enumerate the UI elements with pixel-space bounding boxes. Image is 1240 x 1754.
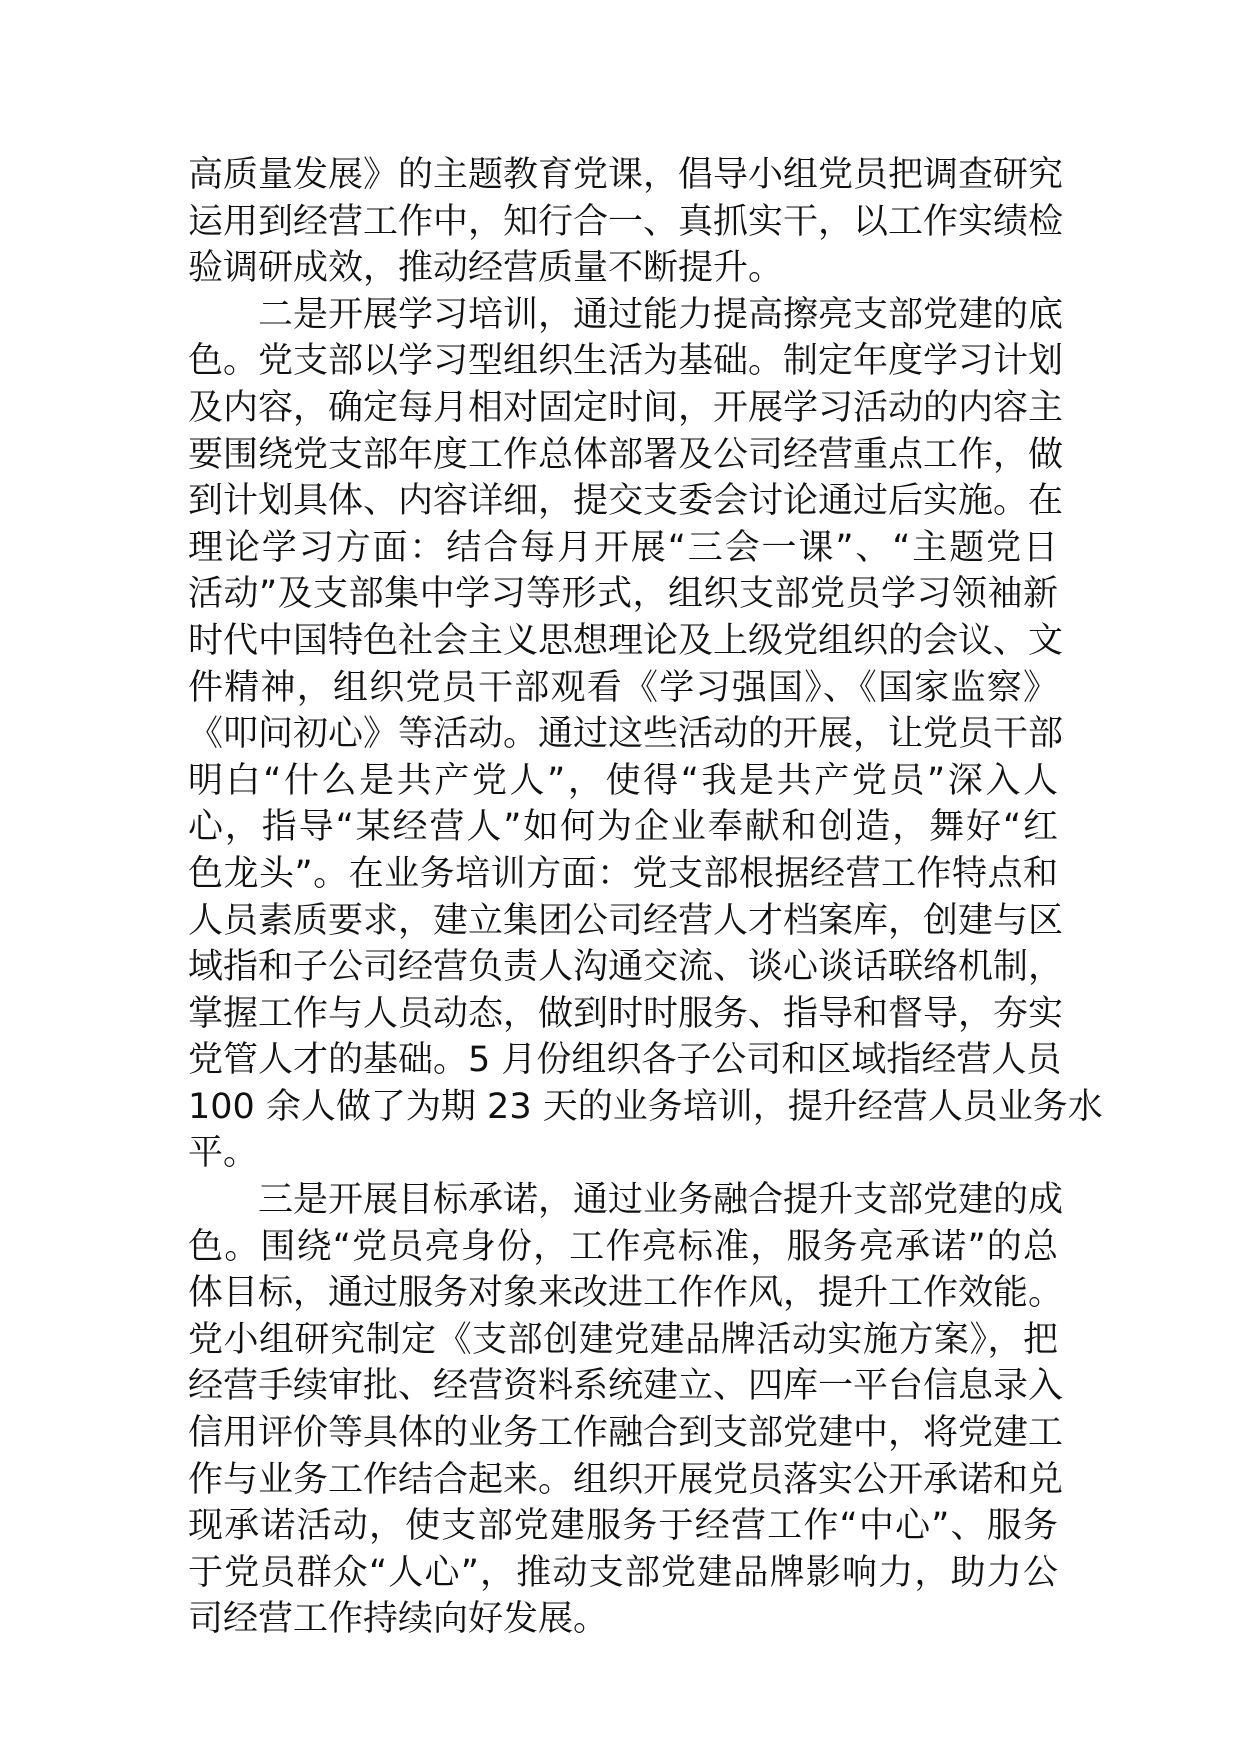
paragraph-start-line: 二是开展学习培训，通过能力提高擦亮支部党建的底 [258, 294, 1064, 335]
text-line: 要围绕党支部年度工作总体部署及公司经营重点工作，做 [188, 434, 1064, 475]
text-line: 色。围绕“党员亮身份，工作亮标准，服务亮承诺”的总 [188, 1226, 1058, 1267]
text-line: 100 余人做了为期 23 天的业务培训，提升经营人员业务水 [188, 1086, 1103, 1127]
text-line: 司经营工作持续向好发展。 [188, 1599, 609, 1640]
text-line: 体目标，通过服务对象来改进工作作风，提升工作效能。 [188, 1273, 1064, 1314]
text-line: 掌握工作与人员动态，做到时时服务、指导和督导，夯实 [188, 993, 1064, 1034]
text-line: 理论学习方面：结合每月开展“三会一课”、“主题党日 [188, 527, 1058, 568]
text-line: 明白“什么是共产党人”，使得“我是共产党员”深入人 [188, 760, 1058, 801]
text-line: 验调研成效，推动经营质量不断提升。 [188, 248, 784, 289]
text-line: 域指和子公司经营负责人沟通交流、谈心谈话联络机制， [188, 947, 1064, 988]
text-line: 信用评价等具体的业务工作融合到支部党建中，将党建工 [188, 1413, 1064, 1454]
text-line: 色龙头”。在业务培训方面：党支部根据经营工作特点和 [188, 853, 1058, 894]
text-line: 件精神，组织党员干部观看《学习强国》、《国家监察》 [188, 667, 1058, 708]
text-line: 《叩问初心》等活动。通过这些活动的开展，让党员干部 [188, 714, 1064, 755]
text-line: 活动”及支部集中学习等形式，组织支部党员学习领袖新 [188, 574, 1058, 615]
paragraph-start-line: 三是开展目标承诺，通过业务融合提升支部党建的成 [258, 1180, 1064, 1221]
text-line: 经营手续审批、经营资料系统建立、四库一平台信息录入 [188, 1366, 1064, 1407]
text-line: 及内容，确定每月相对固定时间，开展学习活动的内容主 [188, 387, 1064, 428]
text-line: 党管人才的基础。5 月份组织各子公司和区域指经营人员 [188, 1040, 1062, 1081]
text-line: 色。党支部以学习型组织生活为基础。制定年度学习计划 [188, 341, 1064, 382]
document-body [188, 152, 1103, 1643]
text-line: 平。 [188, 1133, 259, 1174]
text-line: 现承诺活动，使支部党建服务于经营工作“中心”、服务 [188, 1506, 1058, 1547]
text-line: 作与业务工作结合起来。组织开展党员落实公开承诺和兑 [188, 1459, 1064, 1500]
text-line: 时代中国特色社会主义思想理论及上级党组织的会议、文 [188, 620, 1064, 661]
text-line: 人员素质要求，建立集团公司经营人才档案库，创建与区 [188, 900, 1064, 941]
text-line: 心，指导“某经营人”如何为企业奉献和创造，舞好“红 [188, 807, 1058, 848]
text-line: 运用到经营工作中，知行合一、真抓实干，以工作实绩检 [188, 201, 1064, 242]
text-line: 党小组研究制定《支部创建党建品牌活动实施方案》，把 [188, 1319, 1058, 1360]
text-line: 高质量发展》的主题教育党课，倡导小组党员把调查研究 [188, 155, 1064, 195]
text-line: 到计划具体、内容详细，提交支委会讨论通过后实施。在 [188, 481, 1064, 522]
text-line: 于党员群众“人心”，推动支部党建品牌影响力，助力公 [188, 1552, 1058, 1593]
